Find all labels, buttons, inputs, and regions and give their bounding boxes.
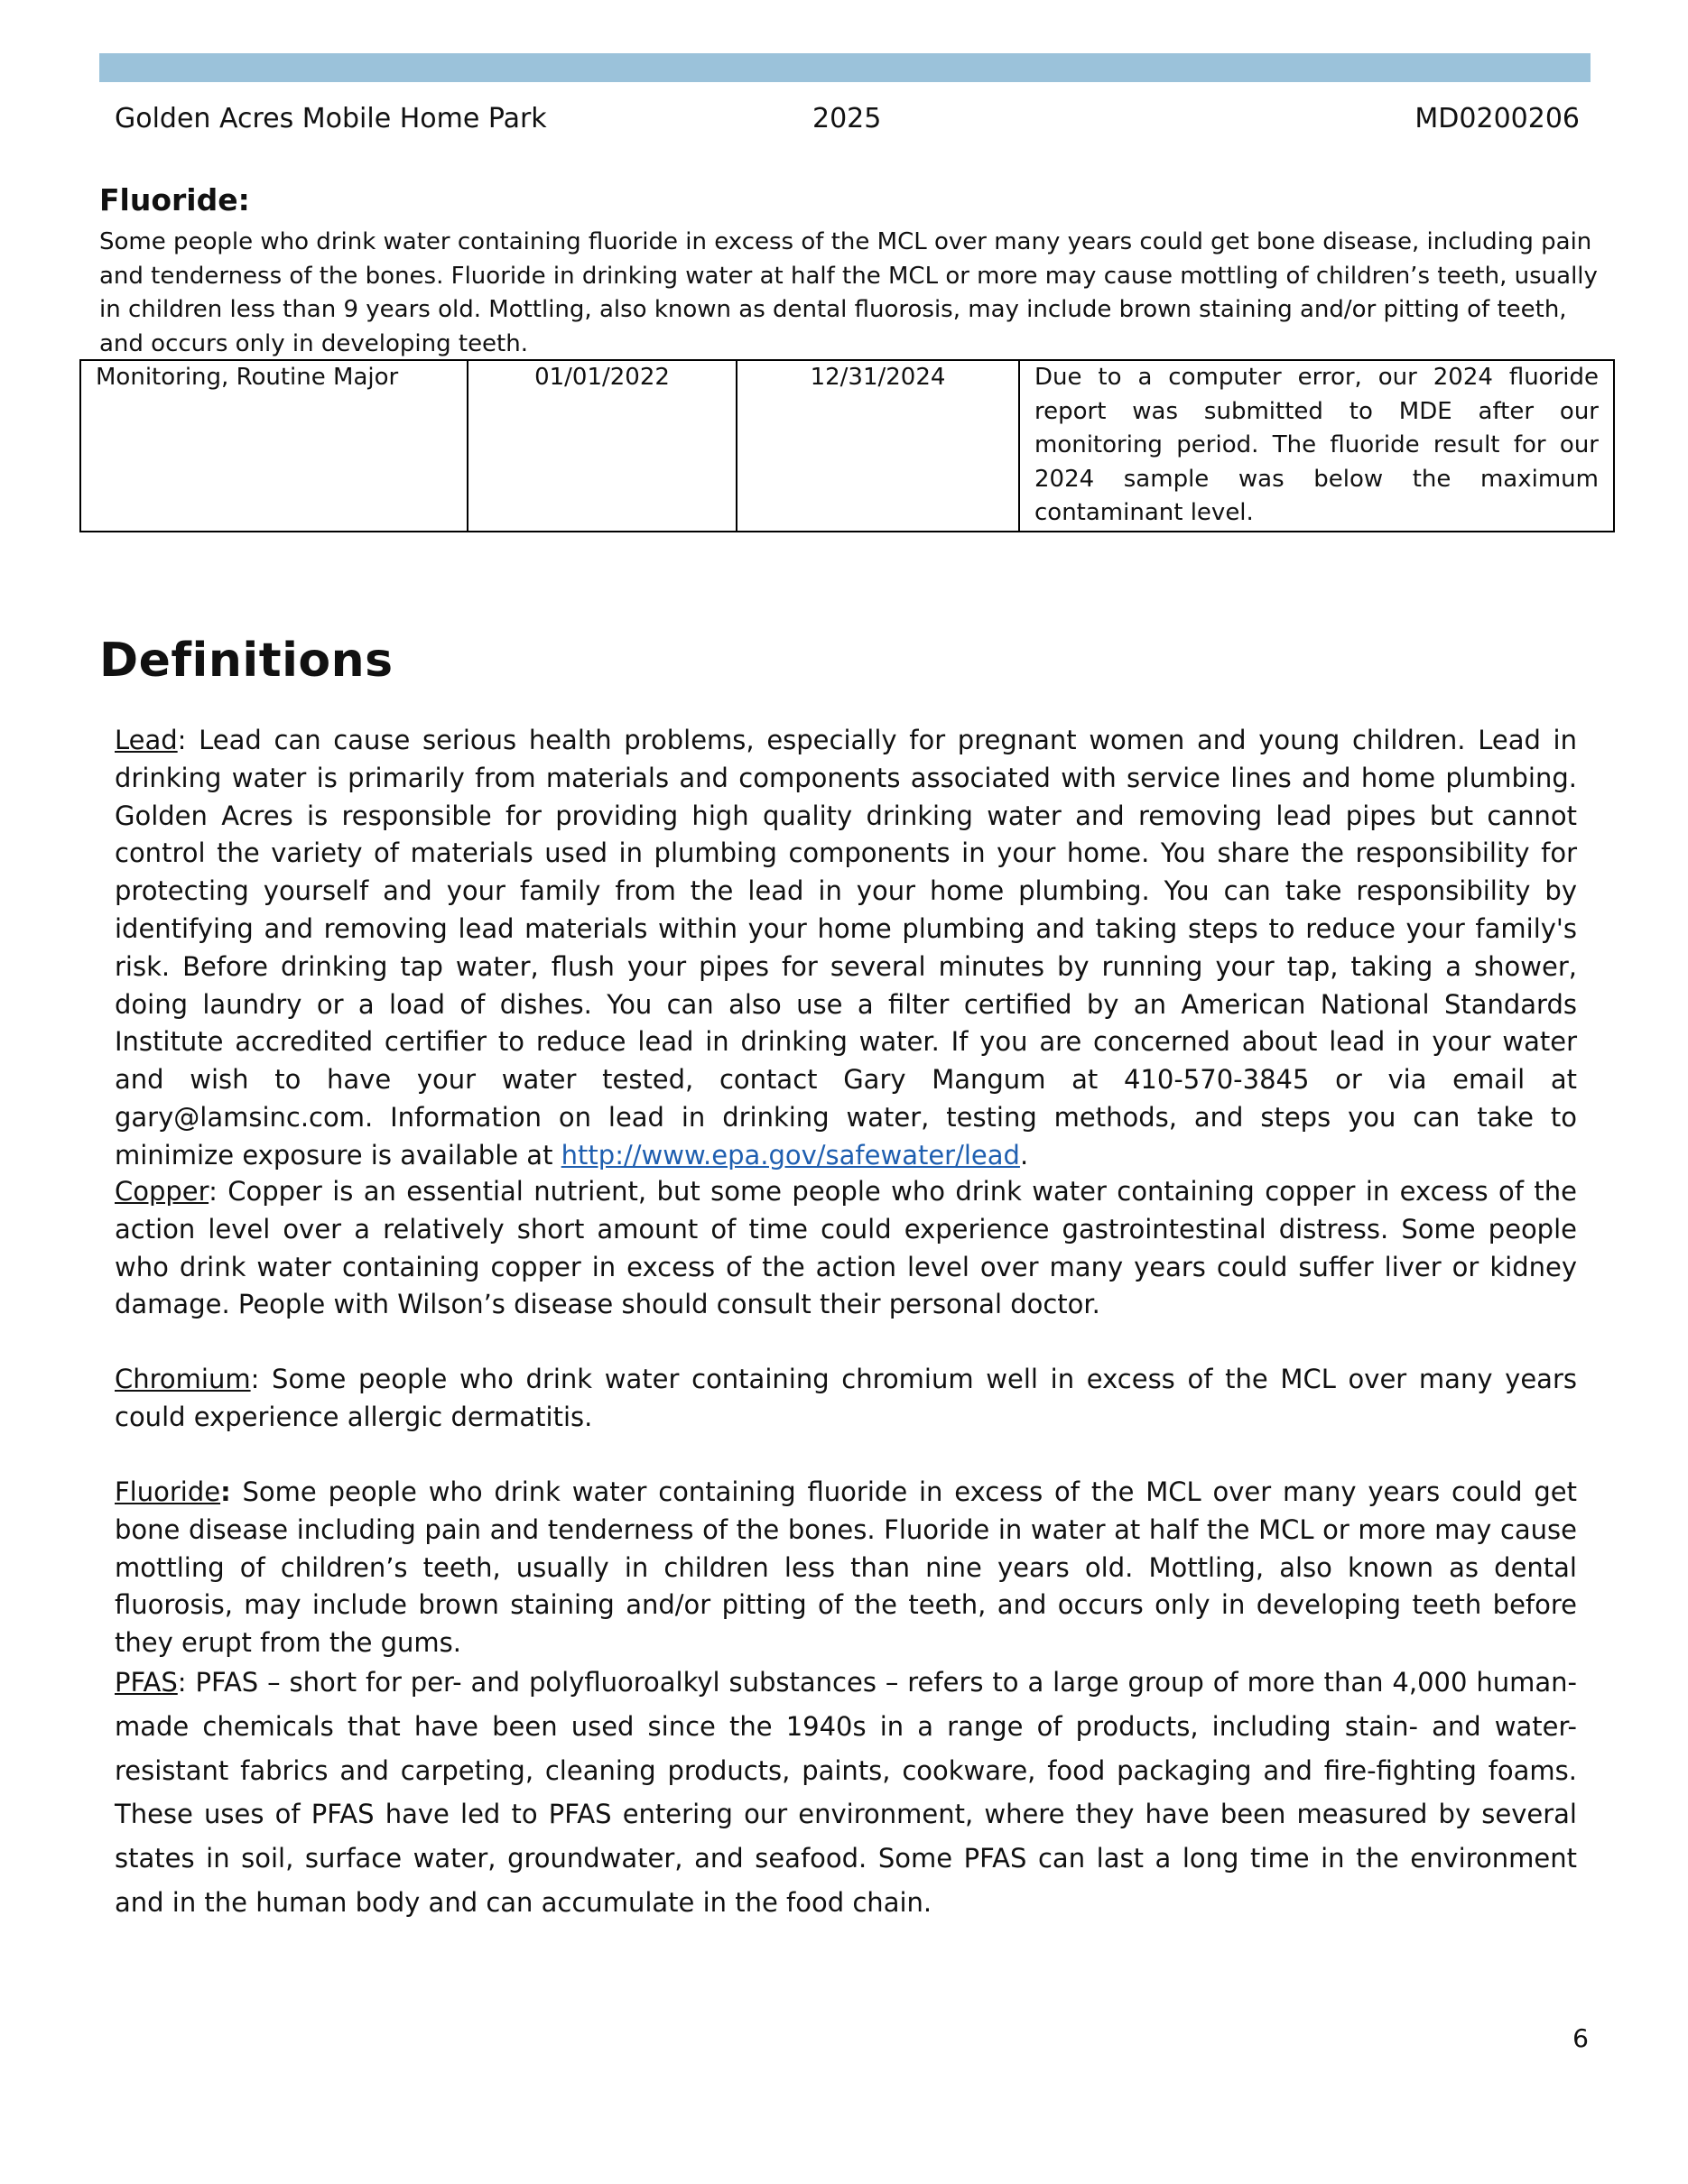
violation-end-date: 12/31/2024 — [737, 360, 1019, 532]
violation-table — [79, 359, 1615, 532]
definition-text-lead-end: . — [1019, 1139, 1029, 1171]
definition-text-copper: : Copper is an essential nutrient, but some people who drink water containing copper in excess of the action level over a relatively short amount of time could experience gastrointestinal distress. Some people who drink water containing copper in excess of the action level over many years could suffer liver or kidney damage. People with Wilson’s disease should consult their personal doctor. — [115, 1176, 1577, 1320]
definition-text-pfas: : PFAS – short for per- and polyfluoroalkyl substances – refers to a large group of more than 4,000 human-made chemicals that have been used since the 1940s in a range of products, including stain- and water-resistant fabrics and carpeting, cleaning products, paints, cookware, food packaging and fire-fighting foams. These uses of PFAS have led to PFAS entering our environment, where they have been measured by several states in soil, surface water, groundwater, and seafood. Some PFAS can last a long time in the environment and in the human body and can accumulate in the food chain. — [115, 1667, 1577, 1918]
violation-type: Monitoring, Routine Major — [80, 360, 468, 532]
definition-term-fluoride: Fluoride — [115, 1476, 221, 1507]
definition-colon-fluoride: : — [220, 1476, 231, 1507]
definition-fluoride — [115, 1474, 1577, 1662]
violation-begin-date: 01/01/2022 — [468, 360, 737, 532]
definition-lead — [115, 722, 1577, 1175]
page-number: 6 — [1572, 2023, 1589, 2053]
definitions-heading: Definitions — [99, 634, 394, 688]
table-row — [80, 360, 1614, 532]
definition-text-lead: : Lead can cause serious health problems, especially for pregnant women and young children. Lead in drinking water is primarily from materials and components associated with service lines and home plumbing. Golden Acres is responsible for providing high quality drinking water and removing lead pipes but cannot control the variety of materials used in plumbing components in your home. You share the responsibility for protecting yourself and your family from the lead in your home plumbing. You can take responsibility by identifying and removing lead materials within your home plumbing and taking steps to reduce your family's risk. Before drinking tap water, flush your pipes for several minutes by running your tap, taking a shower, doing laundry or a load of dishes. You can also use a filter certified by an American National Standards Institute accredited certifier to reduce lead in drinking water. If you are concerned about lead in your water and wish to have your water tested, contact Gary Mangum at 410-570-3845 or via email at gary@lamsinc.com. Information on lead in drinking water, testing methods, and steps you can take to minimize exposure is available at — [115, 725, 1577, 1171]
definition-text-fluoride: Some people who drink water containing fluoride in excess of the MCL over many years could get bone disease including pain and tenderness of the bones. Fluoride in water at half the MCL or more may cause mottling of children’s teeth, usually in children less than nine years old. Mottling, also known as dental fluorosis, may include brown staining and/or pitting of the teeth, and occurs only in developing teeth before they erupt from the gums. — [115, 1476, 1577, 1659]
definition-chromium — [115, 1361, 1577, 1437]
header-year: 2025 — [812, 103, 882, 134]
epa-lead-link[interactable]: http://www.epa.gov/safewater/lead — [561, 1139, 1020, 1171]
definition-copper — [115, 1173, 1577, 1324]
header-system-name: Golden Acres Mobile Home Park — [115, 103, 547, 134]
definition-term-lead: Lead — [115, 725, 178, 755]
definition-term-pfas: PFAS — [115, 1667, 178, 1698]
definition-text-chromium: : Some people who drink water containing chromium well in excess of the MCL over many years could experience allergic dermatitis. — [115, 1364, 1577, 1432]
header-pwsid: MD0200206 — [1414, 103, 1580, 134]
fluoride-section-title: Fluoride: — [99, 182, 250, 217]
header-color-band — [99, 53, 1591, 82]
violation-explanation: Due to a computer error, our 2024 fluoride report was submitted to MDE after our monitoring period. The fluoride result for our 2024 sample was below the maximum contaminant level. — [1019, 360, 1614, 532]
definition-term-chromium: Chromium — [115, 1364, 251, 1394]
definition-pfas — [115, 1661, 1577, 1925]
fluoride-section-text: Some people who drink water containing fluoride in excess of the MCL over many years could get bone disease, including pain and tenderness of the bones. Fluoride in drinking water at half the MCL or more may cause mottling of children’s teeth, usually in children less than 9 years old. Mottling, also known as dental fluorosis, may include brown staining and/or pitting of teeth, and occurs only in developing teeth. — [99, 228, 1598, 357]
definition-term-copper: Copper — [115, 1176, 209, 1207]
